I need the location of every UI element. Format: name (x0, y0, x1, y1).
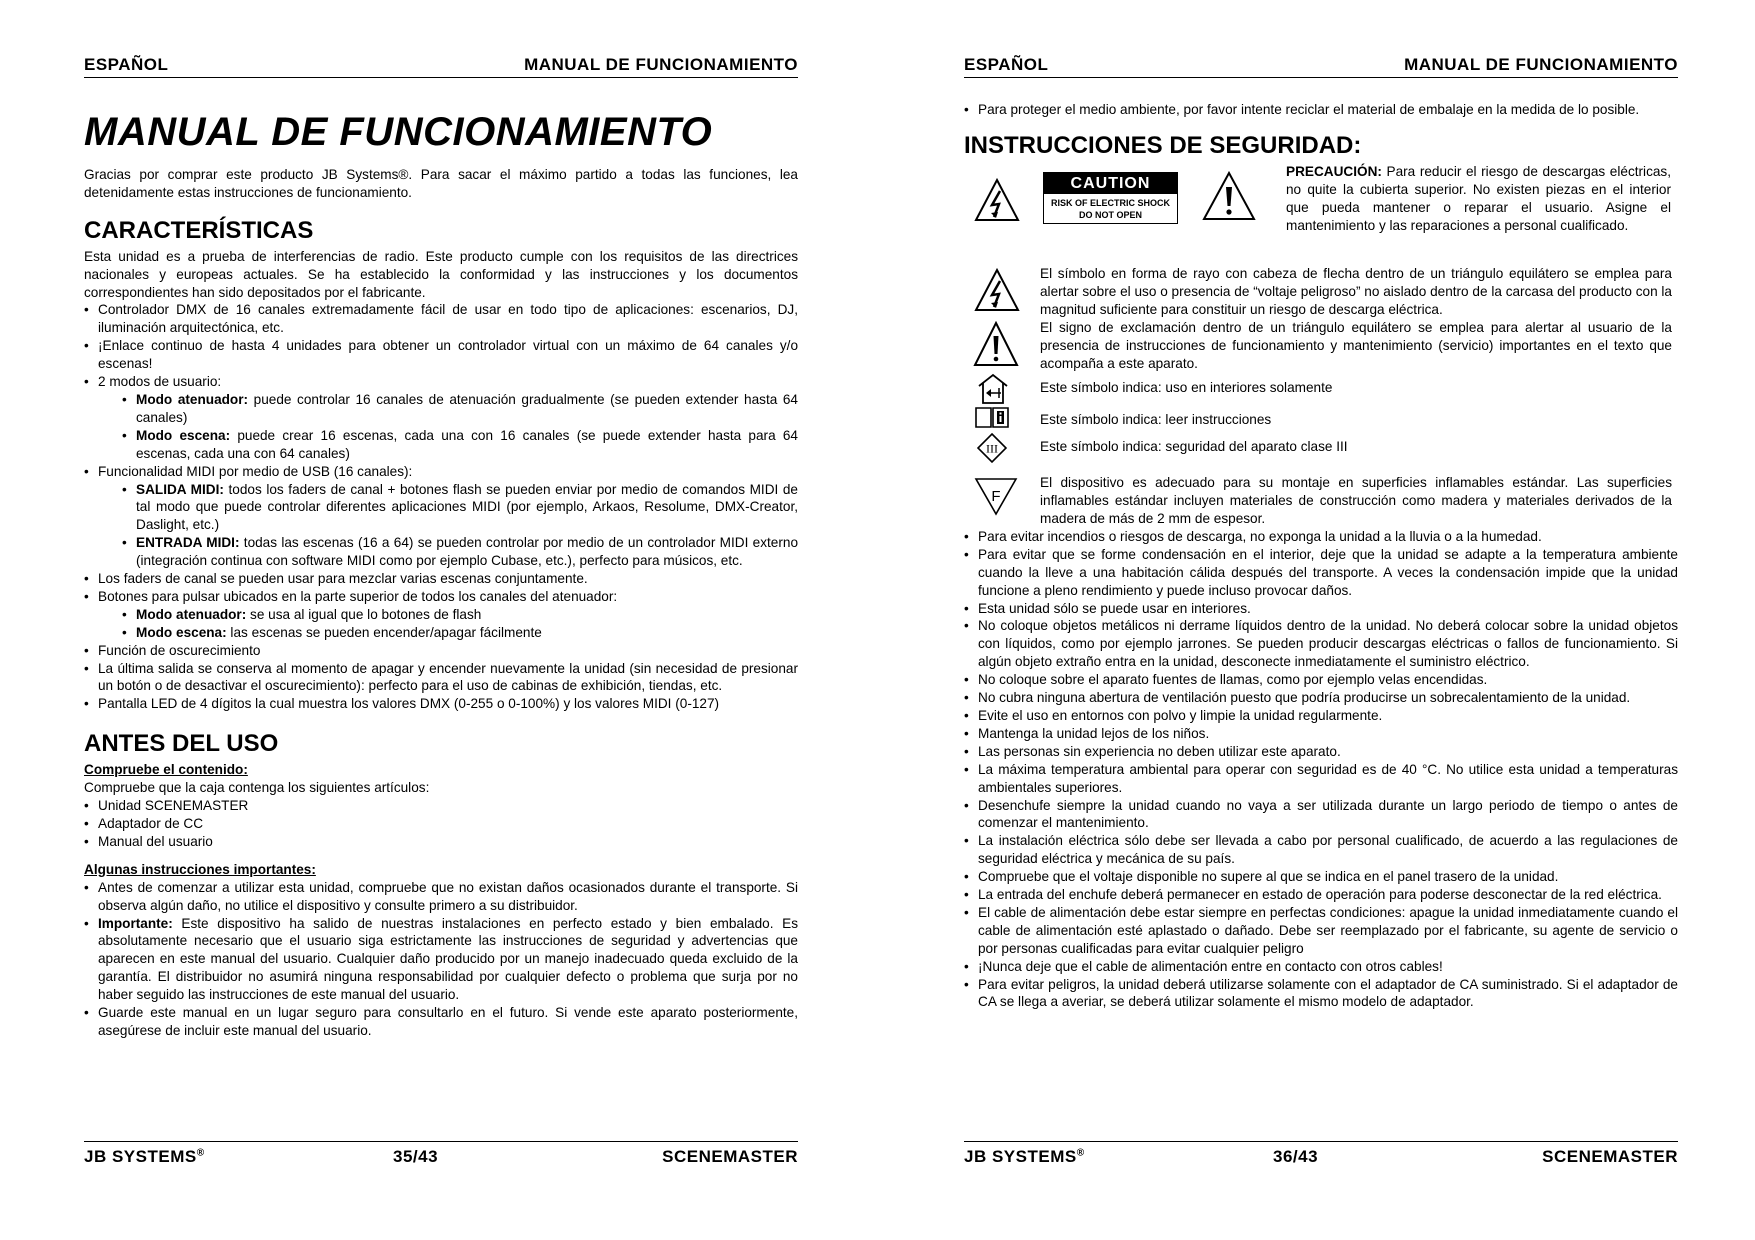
caution-label (1043, 172, 1178, 224)
list-item: • SALIDA MIDI: todos los faders de canal + botones flash se pueden enviar por medio de comandos MIDI de tal modo que puede controlar diferentes aplicaciones MIDI (por ejemplo, Arkaos, Resolume, DMX-Creator, Daslight, etc.) (122, 481, 798, 535)
list-item: • Evite el uso en entornos con polvo y limpie la unidad regularmente. (964, 707, 1678, 725)
page-left (84, 0, 798, 1240)
features-list-3 (84, 570, 798, 606)
important-list (84, 879, 798, 1040)
symbol-row-exclamation (964, 319, 1678, 377)
read-instructions-icon (974, 404, 1010, 435)
symbol-bolt-text: El símbolo en forma de rayo con cabeza de flecha dentro de un triángulo equilátero se emplea para alertar sobre el uso o presencia de “voltaje peligroso” no aislado dentro de la carcasa del producto con la magnitud suficiente para constituir un riesgo de descarga eléctrica. (1040, 265, 1672, 317)
important-heading: Algunas instrucciones importantes: (84, 861, 316, 877)
intro-text: Gracias por comprar este producto JB Systems®. Para sacar el máximo partido a todas las funciones, lea detenidamente estas instrucciones de funcionamiento. (84, 166, 798, 200)
buttons-list (84, 606, 798, 642)
list-item: • Pantalla LED de 4 dígitos la cual muestra los valores DMX (0-255 o 0-100%) y los valores MIDI (0-127) (84, 695, 798, 713)
symbol-row-bolt (964, 265, 1678, 319)
list-item: • Guarde este manual en un lugar seguro para consultarlo en el futuro. Si vende este aparato posteriormente, asegúrese de incluir este manual del usuario. (84, 1004, 798, 1040)
list-item: • Modo escena: las escenas se pueden encender/apagar fácilmente (122, 624, 798, 642)
header-language: ESPAÑOL (964, 55, 1049, 74)
symbol-class3-text: Este símbolo indica: seguridad del aparato clase III (1040, 438, 1348, 454)
symbol-indoor-text: Este símbolo indica: uso en interiores solamente (1040, 379, 1333, 395)
main-title: MANUAL DE FUNCIONAMIENTO (84, 110, 713, 154)
page-footer (84, 1141, 798, 1172)
exclamation-triangle-icon (973, 321, 1019, 372)
safety-heading: INSTRUCCIONES DE SEGURIDAD: (964, 131, 1362, 159)
page-right (964, 0, 1678, 1240)
caution-block (964, 163, 1678, 265)
list-item: • Modo escena: puede crear 16 escenas, cada una con 16 canales (se puede extender hasta para 64 escenas, cada una con 64 canales) (122, 427, 798, 463)
list-item: • No coloque objetos metálicos ni derrame líquidos dentro de la unidad. No deberá colocar sobre la unidad objetos con líquidos, como por ejemplo jarrones. Se pueden producir descargas eléctricas o fallos de funcionamiento. Si algún objeto extraño entra en la unidad, desconecte inmediatamente el suministro eléctrico. (964, 617, 1678, 671)
header-language: ESPAÑOL (84, 55, 169, 74)
class-iii-label: III (986, 441, 998, 456)
list-item: • Modo atenuador: se usa al igual que lo botones de flash (122, 606, 798, 624)
list-item: • La máxima temperatura ambiental para operar con seguridad es de 40 °C. No utilice esta unidad a temperaturas ambientales superiores. (964, 761, 1678, 797)
features-text: Esta unidad es a prueba de interferencias de radio. Este producto cumple con los requisitos de las directrices nacionales y europeas actuales. Se ha establecido la conformidad y las instrucciones y los documentos correspondientes han sido depositados por el fabricante. (84, 248, 798, 300)
features-list-4 (84, 642, 798, 714)
symbol-read-text: Este símbolo indica: leer instrucciones (1040, 411, 1272, 427)
class-iii-icon (977, 433, 1007, 468)
page-header (84, 55, 798, 78)
list-item: • Controlador DMX de 16 canales extremadamente fácil de usar en todo tipo de aplicaciones: escenarios, DJ, iluminación arquitectónica, etc. (84, 301, 798, 337)
list-item: • Para proteger el medio ambiente, por favor intente reciclar el material de embalaje en la medida de lo posible. (964, 101, 1678, 119)
list-item: • ¡Enlace continuo de hasta 4 unidades para obtener un controlador virtual con un máximo de 64 canales y/o escenas! (84, 337, 798, 373)
header-title: MANUAL DE FUNCIONAMIENTO (1404, 55, 1678, 74)
page-footer (964, 1141, 1678, 1172)
symbol-exclamation-text: El signo de exclamación dentro de un triángulo equilátero se emplea para alertar al usuario de la presencia de instrucciones de funcionamiento y mantenimiento (servicio) importantes en el texto que acompaña a este aparato. (1040, 319, 1672, 371)
f-mark-icon (974, 476, 1018, 521)
list-item: • Para evitar incendios o riesgos de descarga, no exponga la unidad a la lluvia o a la humedad. (964, 528, 1678, 546)
check-contents-heading: Compruebe el contenido: (84, 762, 248, 778)
page-number: 36/43 (1273, 1147, 1319, 1166)
page-header (964, 55, 1678, 78)
list-item: • La última salida se conserva al momento de apagar y encender nuevamente la unidad (sin necesidad de presionar un botón o de desactivar el oscurecimiento): perfecto para el uso de cabinas de exhibición, tiendas, etc. (84, 660, 798, 696)
list-item: • Para evitar que se forme condensación en el interior, deje que la unidad se adapte a la temperatura ambiente cuando la lleve a una habitación cálida después del transporte. A veces la condensación impide que la unidad funcione a pleno rendimiento y puede incluso provocar daños. (964, 546, 1678, 600)
list-item: • La instalación eléctrica sólo debe ser llevada a cabo por personal cualificado, de acuerdo a las regulaciones de seguridad eléctrica y mecánica de su país. (964, 832, 1678, 868)
list-item: • Manual del usuario (84, 833, 798, 851)
symbol-row-f (964, 474, 1678, 528)
symbol-row-read (964, 407, 1678, 436)
list-item: • No coloque sobre el aparato fuentes de llamas, como por ejemplo velas encendidas. (964, 671, 1678, 689)
symbol-row-class3 (964, 436, 1678, 474)
page-number: 35/43 (393, 1147, 439, 1166)
footer-brand: JB SYSTEMS® (84, 1147, 205, 1166)
page-right-body (964, 101, 1678, 1011)
list-item: • 2 modos de usuario: (84, 373, 798, 391)
precaution-text: PRECAUCIÓN: Para reducir el riesgo de descargas eléctricas, no quite la cubierta superior. No existen piezas en el interior que pueda mantener o reparar el usuario. Asigne el mantenimiento y las reparaciones a personal cualificado. (1286, 163, 1671, 233)
list-item: • La entrada del enchufe deberá permanecer en estado de operación para poderse desconectar de la red eléctrica. (964, 886, 1678, 904)
caution-sub1: RISK OF ELECTRIC SHOCK (1050, 197, 1170, 208)
footer-brand: JB SYSTEMS® (964, 1147, 1085, 1166)
list-item: • Compruebe que el voltaje disponible no supere al que se indica en el panel trasero de la unidad. (964, 868, 1678, 886)
list-item: • Antes de comenzar a utilizar esta unidad, compruebe que no existan daños ocasionados durante el transporte. Si observa algún daño, no utilice el dispositivo y consulte primero a su distribuidor. (84, 879, 798, 915)
list-item: • Las personas sin experiencia no deben utilizar este aparato. (964, 743, 1678, 761)
safety-list (964, 528, 1678, 1011)
list-item: • El cable de alimentación debe estar siempre en perfectas condiciones: apague la unidad inmediatamente cuando el cable de alimentación esté aplastado o dañado. Debe ser reemplazado por el fabricante, su agente de servicio o por personas cualificadas para evitar cualquier peligro (964, 904, 1678, 958)
contents-list (84, 797, 798, 851)
check-contents-text: Compruebe que la caja contenga los siguientes artículos: (84, 780, 430, 796)
footer-product: SCENEMASTER (662, 1147, 798, 1166)
before-heading: ANTES DEL USO (84, 730, 279, 758)
features-heading: CARACTERÍSTICAS (84, 216, 314, 244)
list-item: • ¡Nunca deje que el cable de alimentación entre en contacto con otros cables! (964, 958, 1678, 976)
features-list-2 (84, 463, 798, 481)
list-item: • Unidad SCENEMASTER (84, 797, 798, 815)
list-item: • Función de oscurecimiento (84, 642, 798, 660)
caution-title: CAUTION (1044, 173, 1177, 194)
list-item: • Desenchufe siempre la unidad cuando no vaya a ser utilizada durante un largo periodo de tiempo o antes de comenzar el mantenimiento. (964, 797, 1678, 833)
header-title: MANUAL DE FUNCIONAMIENTO (524, 55, 798, 74)
footer-product: SCENEMASTER (1542, 1147, 1678, 1166)
symbol-f-text: El dispositivo es adecuado para su montaje en superficies inflamables estándar. Las superficies inflamables estándar incluyen materiales de construcción como madera y materiales derivados de la madera de más de 2 mm de espesor. (1040, 474, 1672, 526)
page-left-body (84, 86, 798, 1040)
list-item: • No cubra ninguna abertura de ventilación puesto que podría producirse un sobrecalentamiento de la unidad. (964, 689, 1678, 707)
bolt-triangle-icon (974, 267, 1020, 318)
list-item: • Funcionalidad MIDI por medio de USB (16 canales): (84, 463, 798, 481)
recycle-list (964, 101, 1678, 119)
list-item: • Esta unidad sólo se puede usar en interiores. (964, 600, 1678, 618)
user-modes-list (84, 391, 798, 463)
list-item: • Los faders de canal se pueden usar para mezclar varias escenas conjuntamente. (84, 570, 798, 588)
features-list (84, 301, 798, 391)
caution-sub2: DO NOT OPEN (1078, 209, 1142, 220)
bolt-triangle-icon (974, 177, 1020, 228)
symbol-row-indoor (964, 377, 1678, 407)
list-item: • ENTRADA MIDI: todas las escenas (16 a 64) se pueden controlar por medio de un controlador MIDI externo (integración continua con software MIDI como por ejemplo Cubase, etc.), perfecto para músicos, etc. (122, 534, 798, 570)
list-item: • Para evitar peligros, la unidad deberá utilizarse solamente con el adaptador de CA suministrado. Si el adaptador de CA se llega a averiar, se deberá utilizar solamente el mismo modelo de adaptador. (964, 976, 1678, 1012)
list-item: • Adaptador de CC (84, 815, 798, 833)
f-mark-label: F (991, 487, 1001, 505)
exclamation-triangle-icon (1202, 171, 1256, 226)
list-item: • Modo atenuador: puede controlar 16 canales de atenuación gradualmente (se pueden extender hasta 64 canales) (122, 391, 798, 427)
list-item: • Importante: Este dispositivo ha salido de nuestras instalaciones en perfecto estado y bien embalado. Es absolutamente necesario que el usuario siga estrictamente las instrucciones de seguridad y advertencias que aparecen en este manual del usuario. Cualquier daño producido por un manejo inadecuado queda excluido de la garantía. El distribuidor no asumirá ninguna responsabilidad por cualquier defecto o problema que surja por no haber seguido las instrucciones de este manual del usuario. (84, 915, 798, 1005)
list-item: • Botones para pulsar ubicados en la parte superior de todos los canales del atenuador: (84, 588, 798, 606)
midi-list (84, 481, 798, 571)
list-item: • Mantenga la unidad lejos de los niños. (964, 725, 1678, 743)
